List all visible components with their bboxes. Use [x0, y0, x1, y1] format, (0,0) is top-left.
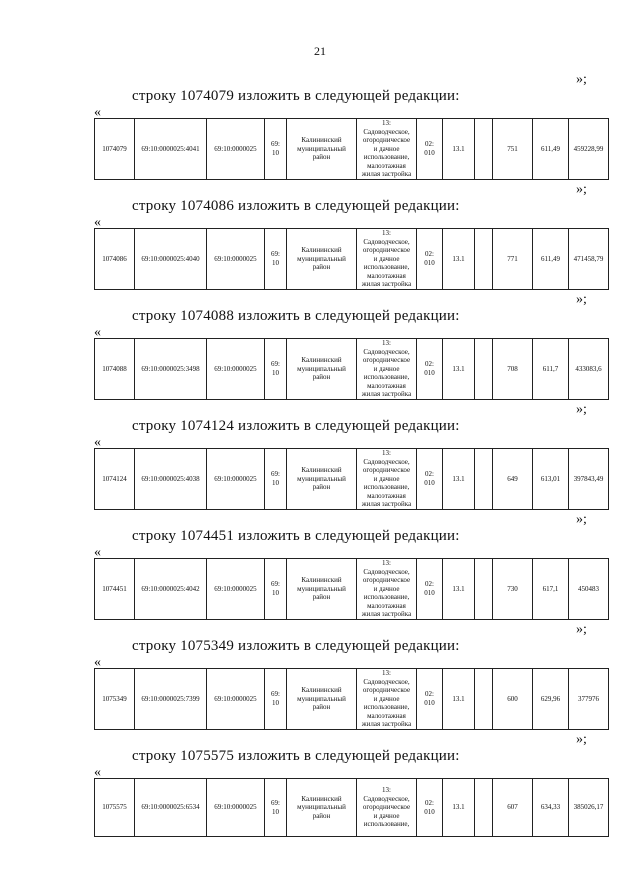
cell-empty	[475, 119, 493, 180]
amendment-heading: строку 1074124 изложить в следующей редакции:	[132, 418, 460, 434]
cell-purpose: 13: Садоводческое, огородническое и дачное использование, малоэтажная жилая застройка	[357, 339, 417, 400]
cell-quarter: 69:10:0000025	[207, 779, 265, 837]
cell-subgroup: 13.1	[443, 339, 475, 400]
cell-specific-value: 617,1	[533, 559, 569, 620]
table-row	[95, 669, 609, 730]
cell-specific-value: 611,7	[533, 339, 569, 400]
cell-cadastral-number: 69:10:0000025:6534	[135, 779, 207, 837]
opening-quote: «	[94, 765, 101, 780]
opening-quote: «	[94, 105, 101, 120]
amendment-table	[94, 558, 609, 620]
cell-area: 771	[493, 229, 533, 290]
cell-subgroup: 13.1	[443, 229, 475, 290]
cell-code: 02: 010	[417, 229, 443, 290]
cell-cadastral-value: 433083,6	[569, 339, 609, 400]
cell-quarter: 69:10:0000025	[207, 339, 265, 400]
cell-cadastral-value: 377976	[569, 669, 609, 730]
cell-region: 69: 10	[265, 559, 287, 620]
amendment-heading: строку 1075575 изложить в следующей редакции:	[132, 748, 460, 764]
cell-purpose: 13: Садоводческое, огородническое и дачное использование,	[357, 779, 417, 837]
cell-cadastral-number: 69:10:0000025:4041	[135, 119, 207, 180]
cell-subgroup: 13.1	[443, 119, 475, 180]
cell-code: 02: 010	[417, 119, 443, 180]
cell-row-id: 1074124	[95, 449, 135, 510]
amendment-heading: строку 1074079 изложить в следующей редакции:	[132, 88, 460, 104]
cell-cadastral-number: 69:10:0000025:4042	[135, 559, 207, 620]
cell-empty	[475, 559, 493, 620]
cell-empty	[475, 779, 493, 837]
amendment-heading: строку 1074088 изложить в следующей редакции:	[132, 308, 460, 324]
cell-empty	[475, 669, 493, 730]
cell-cadastral-number: 69:10:0000025:7399	[135, 669, 207, 730]
cell-district: Калининский муниципальный район	[287, 779, 357, 837]
cell-region: 69: 10	[265, 779, 287, 837]
cell-area: 607	[493, 779, 533, 837]
cell-purpose: 13: Садоводческое, огородническое и дачное использование, малоэтажная жилая застройка	[357, 669, 417, 730]
amendment-table	[94, 448, 609, 510]
cell-cadastral-value: 459228,99	[569, 119, 609, 180]
cell-area: 708	[493, 339, 533, 400]
cell-area: 751	[493, 119, 533, 180]
cell-row-id: 1074451	[95, 559, 135, 620]
cell-row-id: 1075575	[95, 779, 135, 837]
opening-quote: «	[94, 435, 101, 450]
opening-quote: «	[94, 215, 101, 230]
cell-cadastral-value: 450483	[569, 559, 609, 620]
cell-row-id: 1074079	[95, 119, 135, 180]
cell-quarter: 69:10:0000025	[207, 449, 265, 510]
cell-empty	[475, 229, 493, 290]
cell-empty	[475, 449, 493, 510]
cell-code: 02: 010	[417, 449, 443, 510]
table-row	[95, 339, 609, 400]
amendment-table	[94, 228, 609, 290]
cell-region: 69: 10	[265, 449, 287, 510]
cell-row-id: 1074086	[95, 229, 135, 290]
amendment-heading: строку 1074451 изложить в следующей редакции:	[132, 528, 460, 544]
cell-specific-value: 634,33	[533, 779, 569, 837]
cell-region: 69: 10	[265, 119, 287, 180]
table-row	[95, 229, 609, 290]
cell-district: Калининский муниципальный район	[287, 449, 357, 510]
closing-quote: »;	[576, 622, 587, 637]
closing-quote: »;	[576, 72, 587, 87]
cell-specific-value: 611,49	[533, 119, 569, 180]
amendment-table	[94, 668, 609, 730]
cell-area: 649	[493, 449, 533, 510]
amendment-table	[94, 338, 609, 400]
closing-quote: »;	[576, 512, 587, 527]
cell-specific-value: 611,49	[533, 229, 569, 290]
closing-quote: »;	[576, 292, 587, 307]
cell-code: 02: 010	[417, 669, 443, 730]
cell-specific-value: 629,96	[533, 669, 569, 730]
closing-quote: »;	[576, 402, 587, 417]
cell-cadastral-value: 397843,49	[569, 449, 609, 510]
cell-subgroup: 13.1	[443, 559, 475, 620]
amendment-table	[94, 778, 609, 837]
cell-district: Калининский муниципальный район	[287, 669, 357, 730]
cell-row-id: 1075349	[95, 669, 135, 730]
cell-region: 69: 10	[265, 229, 287, 290]
cell-district: Калининский муниципальный район	[287, 559, 357, 620]
cell-district: Калининский муниципальный район	[287, 339, 357, 400]
cell-region: 69: 10	[265, 669, 287, 730]
cell-specific-value: 613,01	[533, 449, 569, 510]
closing-quote: »;	[576, 182, 587, 197]
amendment-table	[94, 118, 609, 180]
cell-district: Калининский муниципальный район	[287, 119, 357, 180]
cell-cadastral-value: 385026,17	[569, 779, 609, 837]
cell-area: 730	[493, 559, 533, 620]
cell-purpose: 13: Садоводческое, огородническое и дачное использование, малоэтажная жилая застройка	[357, 229, 417, 290]
cell-quarter: 69:10:0000025	[207, 229, 265, 290]
table-row	[95, 779, 609, 837]
cell-cadastral-value: 471458,79	[569, 229, 609, 290]
table-row	[95, 559, 609, 620]
opening-quote: «	[94, 655, 101, 670]
cell-quarter: 69:10:0000025	[207, 119, 265, 180]
cell-code: 02: 010	[417, 339, 443, 400]
page-number: 21	[314, 44, 326, 58]
cell-purpose: 13: Садоводческое, огородническое и дачное использование, малоэтажная жилая застройка	[357, 449, 417, 510]
cell-quarter: 69:10:0000025	[207, 559, 265, 620]
opening-quote: «	[94, 545, 101, 560]
cell-cadastral-number: 69:10:0000025:4040	[135, 229, 207, 290]
cell-subgroup: 13.1	[443, 449, 475, 510]
cell-code: 02: 010	[417, 779, 443, 837]
table-row	[95, 449, 609, 510]
amendment-heading: строку 1075349 изложить в следующей редакции:	[132, 638, 460, 654]
cell-row-id: 1074088	[95, 339, 135, 400]
cell-empty	[475, 339, 493, 400]
closing-quote: »;	[576, 732, 587, 747]
cell-quarter: 69:10:0000025	[207, 669, 265, 730]
cell-subgroup: 13.1	[443, 779, 475, 837]
cell-code: 02: 010	[417, 559, 443, 620]
amendment-heading: строку 1074086 изложить в следующей редакции:	[132, 198, 460, 214]
cell-purpose: 13: Садоводческое, огородническое и дачное использование, малоэтажная жилая застройка	[357, 559, 417, 620]
table-row	[95, 119, 609, 180]
cell-district: Калининский муниципальный район	[287, 229, 357, 290]
cell-cadastral-number: 69:10:0000025:3498	[135, 339, 207, 400]
cell-region: 69: 10	[265, 339, 287, 400]
cell-subgroup: 13.1	[443, 669, 475, 730]
cell-cadastral-number: 69:10:0000025:4038	[135, 449, 207, 510]
opening-quote: «	[94, 325, 101, 340]
cell-area: 600	[493, 669, 533, 730]
cell-purpose: 13: Садоводческое, огородническое и дачное использование, малоэтажная жилая застройка	[357, 119, 417, 180]
